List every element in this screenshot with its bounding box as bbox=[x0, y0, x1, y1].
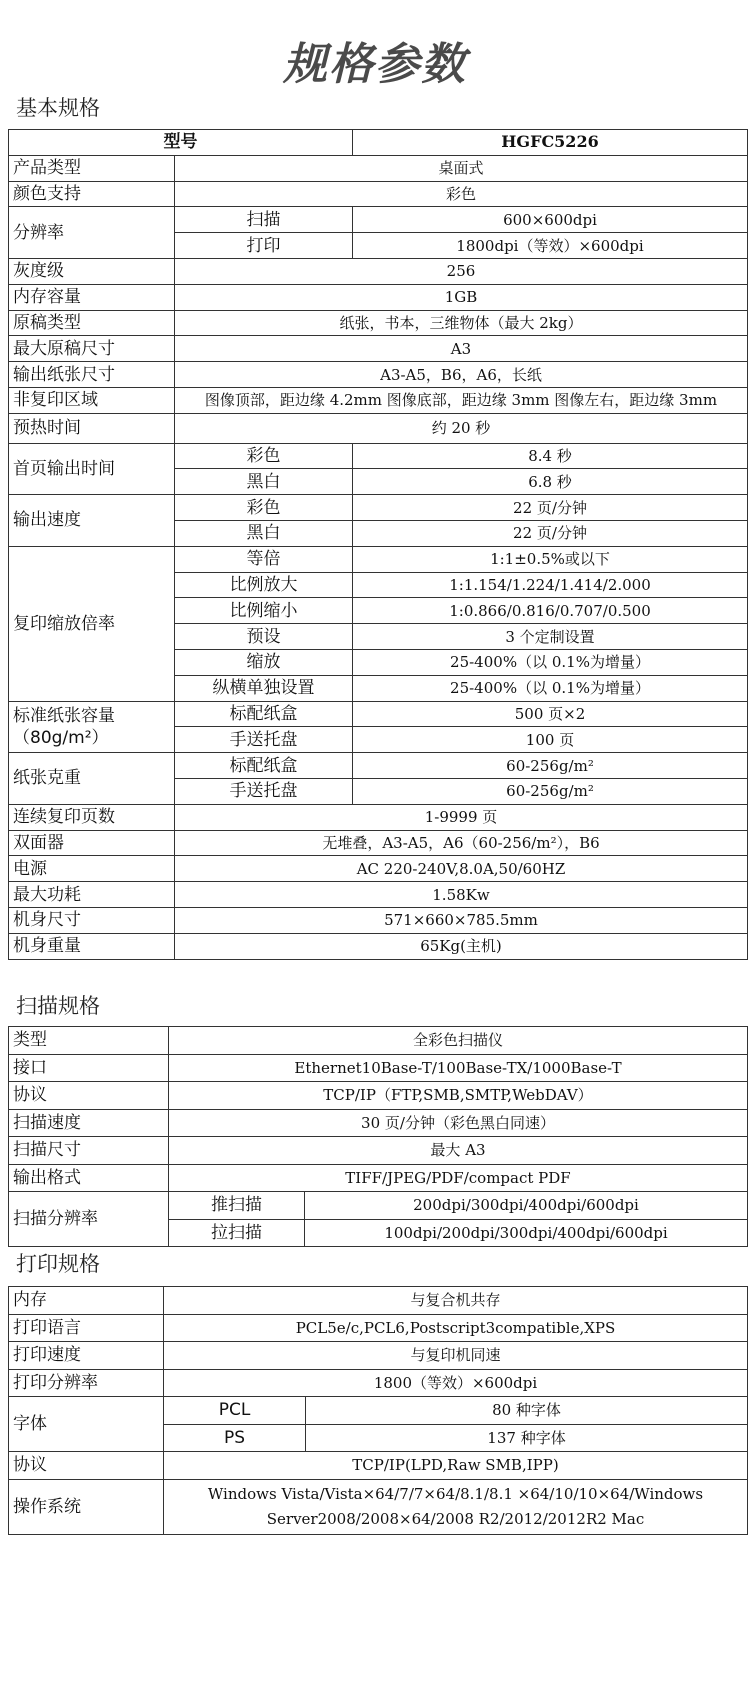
value-cell: 100 页 bbox=[353, 727, 748, 753]
sub-label-cell: 比例缩小 bbox=[175, 598, 353, 624]
sub-label-cell: 纵横单独设置 bbox=[175, 675, 353, 701]
sub-label-cell: 打印 bbox=[175, 233, 353, 259]
value-cell: TCP/IP(LPD,Raw SMB,IPP) bbox=[164, 1452, 748, 1480]
print-specs-table bbox=[8, 1286, 748, 1535]
value-cell: A3-A5，B6，A6，长纸 bbox=[175, 362, 748, 388]
row-label-note: （80g/m²） bbox=[13, 727, 109, 748]
basic-specs-heading: 基本规格 bbox=[16, 96, 100, 120]
table-row bbox=[9, 1082, 748, 1110]
value-cell: 256 bbox=[175, 258, 748, 284]
table-row bbox=[9, 1397, 748, 1425]
value-cell: A3 bbox=[175, 336, 748, 362]
sub-label-cell: PS bbox=[164, 1424, 306, 1452]
value-cell: 25-400%（以 0.1%为增量） bbox=[353, 649, 748, 675]
value-cell: 200dpi/300dpi/400dpi/600dpi bbox=[305, 1192, 748, 1220]
table-row bbox=[9, 413, 748, 443]
sub-label-cell: 标配纸盒 bbox=[175, 753, 353, 779]
row-label-cell: 首页输出时间 bbox=[9, 443, 175, 495]
table-row bbox=[9, 362, 748, 388]
value-cell: 最大 A3 bbox=[169, 1137, 748, 1165]
value-cell: 桌面式 bbox=[175, 155, 748, 181]
table-row bbox=[9, 495, 748, 521]
row-label-cell: 内存 bbox=[9, 1287, 164, 1315]
table-row bbox=[9, 1027, 748, 1055]
value-cell: 60-256g/m² bbox=[353, 778, 748, 804]
row-label-cell: 类型 bbox=[9, 1027, 169, 1055]
value-cell: 25-400%（以 0.1%为增量） bbox=[353, 675, 748, 701]
table-row bbox=[9, 155, 748, 181]
table-row bbox=[9, 1192, 748, 1220]
sub-label-cell: 彩色 bbox=[175, 443, 353, 469]
sub-label-cell: 比例放大 bbox=[175, 572, 353, 598]
value-cell: 1800dpi（等效）×600dpi bbox=[353, 233, 748, 259]
row-label-cell: 协议 bbox=[9, 1082, 169, 1110]
row-label-cell: 打印语言 bbox=[9, 1314, 164, 1342]
value-cell: 137 种字体 bbox=[306, 1424, 748, 1452]
value-cell: 1GB bbox=[175, 284, 748, 310]
value-cell: 500 页×2 bbox=[353, 701, 748, 727]
row-label-cell: 灰度级 bbox=[9, 258, 175, 284]
table-row bbox=[9, 1287, 748, 1315]
basic-specs-table bbox=[8, 129, 748, 960]
value-cell: 纸张，书本，三维物体（最大 2kg） bbox=[175, 310, 748, 336]
value-cell: TCP/IP（FTP,SMB,SMTP,WebDAV） bbox=[169, 1082, 748, 1110]
sub-label-cell: 黑白 bbox=[175, 520, 353, 546]
value-cell: 全彩色扫描仪 bbox=[169, 1027, 748, 1055]
value-cell: 571×660×785.5mm bbox=[175, 907, 748, 933]
value-cell: 图像顶部，距边缘 4.2mm 图像底部，距边缘 3mm 图像左右，距边缘 3mm bbox=[175, 387, 748, 413]
sub-label-cell: 黑白 bbox=[175, 469, 353, 495]
value-cell: TIFF/JPEG/PDF/compact PDF bbox=[169, 1164, 748, 1192]
table-row bbox=[9, 882, 748, 908]
table-row bbox=[9, 207, 748, 233]
header-value-cell: HGFC5226 bbox=[353, 130, 748, 156]
value-cell: 约 20 秒 bbox=[175, 413, 748, 443]
row-label-cell: 字体 bbox=[9, 1397, 164, 1452]
value-cell: 100dpi/200dpi/300dpi/400dpi/600dpi bbox=[305, 1219, 748, 1247]
value-cell: 6.8 秒 bbox=[353, 469, 748, 495]
row-label-cell: 输出速度 bbox=[9, 495, 175, 547]
table-row bbox=[9, 310, 748, 336]
value-cell: 80 种字体 bbox=[306, 1397, 748, 1425]
table-row bbox=[9, 258, 748, 284]
value-cell: Windows Vista/Vista×64/7/7×64/8.1/8.1 ×64/10/10×64/Windows Server2008/2008×64/2008 R2/2012/2012R2 Mac bbox=[164, 1479, 748, 1534]
table-row bbox=[9, 443, 748, 469]
row-label-cell: 扫描速度 bbox=[9, 1109, 169, 1137]
row-label-cell: 复印缩放倍率 bbox=[9, 546, 175, 701]
table-row bbox=[9, 1479, 748, 1534]
value-cell: 3 个定制设置 bbox=[353, 624, 748, 650]
scan-specs-heading: 扫描规格 bbox=[16, 994, 100, 1018]
row-label-cell: 机身重量 bbox=[9, 933, 175, 959]
value-cell: 1800（等效）×600dpi bbox=[164, 1369, 748, 1397]
sub-label-cell: 手送托盘 bbox=[175, 778, 353, 804]
value-cell: 1:1.154/1.224/1.414/2.000 bbox=[353, 572, 748, 598]
row-label-cell: 最大功耗 bbox=[9, 882, 175, 908]
value-cell: 22 页/分钟 bbox=[353, 520, 748, 546]
table-row bbox=[9, 336, 748, 362]
table-row bbox=[9, 181, 748, 207]
row-label-cell: 扫描尺寸 bbox=[9, 1137, 169, 1165]
sub-label-cell: 扫描 bbox=[175, 207, 353, 233]
sub-label-cell: 等倍 bbox=[175, 546, 353, 572]
value-cell: 60-256g/m² bbox=[353, 753, 748, 779]
table-row bbox=[9, 753, 748, 779]
table-row bbox=[9, 804, 748, 830]
row-label-cell: 最大原稿尺寸 bbox=[9, 336, 175, 362]
table-row bbox=[9, 1164, 748, 1192]
value-cell: 1:1±0.5%或以下 bbox=[353, 546, 748, 572]
row-label-cell: 打印速度 bbox=[9, 1342, 164, 1370]
value-cell: 65Kg(主机) bbox=[175, 933, 748, 959]
row-label-cell: 接口 bbox=[9, 1054, 169, 1082]
table-row bbox=[9, 1342, 748, 1370]
row-label-cell: 双面器 bbox=[9, 830, 175, 856]
row-label-cell: 产品类型 bbox=[9, 155, 175, 181]
value-cell: AC 220-240V,8.0A,50/60HZ bbox=[175, 856, 748, 882]
value-cell: 彩色 bbox=[175, 181, 748, 207]
print-specs-heading: 打印规格 bbox=[16, 1252, 100, 1276]
row-label-cell: 打印分辨率 bbox=[9, 1369, 164, 1397]
row-label-cell: 纸张克重 bbox=[9, 753, 175, 805]
value-cell: 与复印机同速 bbox=[164, 1342, 748, 1370]
sub-label-cell: 缩放 bbox=[175, 649, 353, 675]
value-cell: 1.58Kw bbox=[175, 882, 748, 908]
table-row bbox=[9, 1452, 748, 1480]
row-label-cell: 输出纸张尺寸 bbox=[9, 362, 175, 388]
table-row bbox=[9, 1314, 748, 1342]
value-cell: 22 页/分钟 bbox=[353, 495, 748, 521]
sub-label-cell: PCL bbox=[164, 1397, 306, 1425]
row-label-cell: 连续复印页数 bbox=[9, 804, 175, 830]
row-label-cell: 扫描分辨率 bbox=[9, 1192, 169, 1247]
row-label-cell: 非复印区域 bbox=[9, 387, 175, 413]
table-row bbox=[9, 933, 748, 959]
table-row bbox=[9, 907, 748, 933]
value-cell: 1-9999 页 bbox=[175, 804, 748, 830]
sub-label-cell: 推扫描 bbox=[169, 1192, 305, 1220]
row-label-cell: 协议 bbox=[9, 1452, 164, 1480]
sub-label-cell: 彩色 bbox=[175, 495, 353, 521]
scan-specs-table bbox=[8, 1026, 748, 1247]
table-row bbox=[9, 284, 748, 310]
table-row bbox=[9, 1369, 748, 1397]
row-label-cell: 内存容量 bbox=[9, 284, 175, 310]
row-label: 标准纸张容量 bbox=[13, 705, 115, 726]
row-label-cell: 机身尺寸 bbox=[9, 907, 175, 933]
row-label-cell bbox=[9, 701, 175, 753]
row-label-cell: 操作系统 bbox=[9, 1479, 164, 1534]
sub-label-cell: 预设 bbox=[175, 624, 353, 650]
table-row bbox=[9, 1137, 748, 1165]
value-cell: 8.4 秒 bbox=[353, 443, 748, 469]
table-row bbox=[9, 701, 748, 727]
table-row bbox=[9, 1109, 748, 1137]
value-cell: PCL5e/c,PCL6,Postscript3compatible,XPS bbox=[164, 1314, 748, 1342]
header-label-cell: 型号 bbox=[9, 130, 353, 156]
table-row bbox=[9, 1054, 748, 1082]
row-label-cell: 输出格式 bbox=[9, 1164, 169, 1192]
value-cell: 30 页/分钟（彩色黑白同速） bbox=[169, 1109, 748, 1137]
table-row bbox=[9, 546, 748, 572]
value-cell: 与复合机共存 bbox=[164, 1287, 748, 1315]
table-row bbox=[9, 830, 748, 856]
row-label-cell: 电源 bbox=[9, 856, 175, 882]
row-label-cell: 预热时间 bbox=[9, 413, 175, 443]
value-cell: Ethernet10Base-T/100Base-TX/1000Base-T bbox=[169, 1054, 748, 1082]
table-row bbox=[9, 387, 748, 413]
sub-label-cell: 标配纸盒 bbox=[175, 701, 353, 727]
value-cell: 无堆叠，A3-A5，A6（60-256/m²），B6 bbox=[175, 830, 748, 856]
value-cell: 1:0.866/0.816/0.707/0.500 bbox=[353, 598, 748, 624]
value-cell: 600×600dpi bbox=[353, 207, 748, 233]
sub-label-cell: 手送托盘 bbox=[175, 727, 353, 753]
row-label-cell: 原稿类型 bbox=[9, 310, 175, 336]
sub-label-cell: 拉扫描 bbox=[169, 1219, 305, 1247]
table-header-row bbox=[9, 130, 748, 156]
table-row bbox=[9, 856, 748, 882]
page-title: 规格参数 bbox=[283, 39, 467, 90]
row-label-cell: 颜色支持 bbox=[9, 181, 175, 207]
row-label-cell: 分辨率 bbox=[9, 207, 175, 259]
